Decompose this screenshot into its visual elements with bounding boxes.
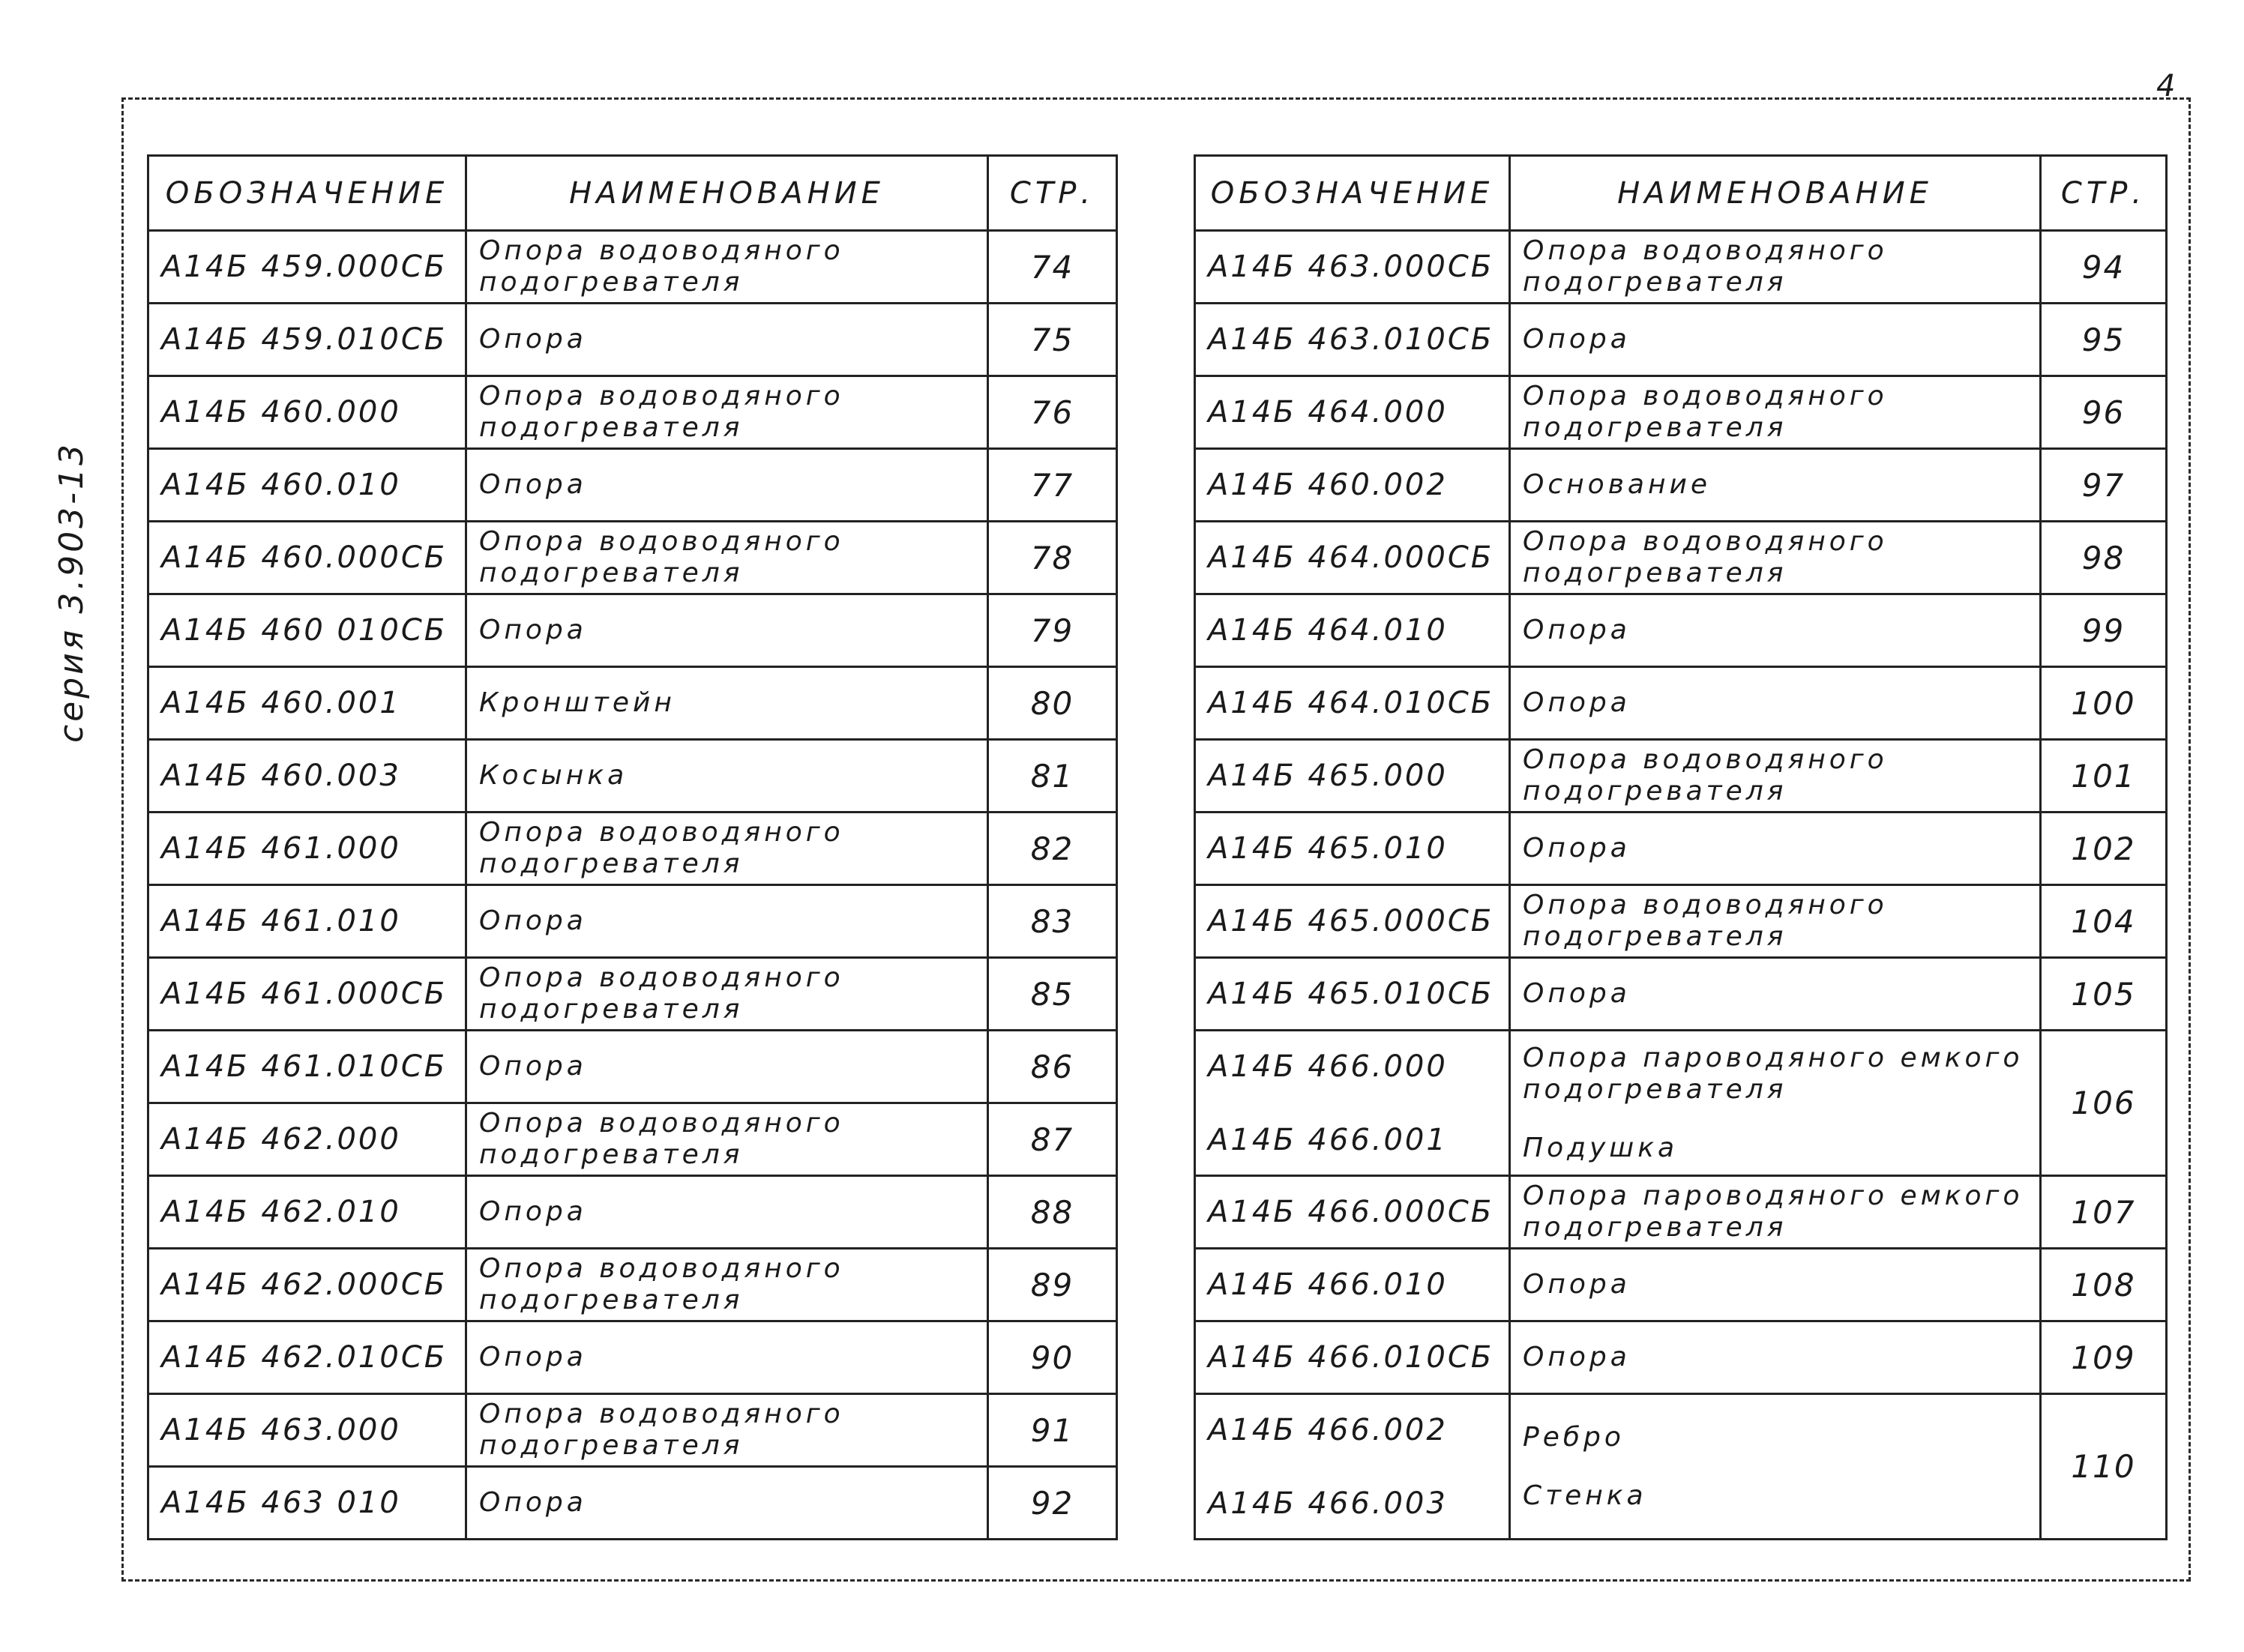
cell-name: [466, 1394, 988, 1467]
table-row: [148, 740, 1117, 813]
name-text: Опора: [1523, 978, 1631, 1009]
name-text: Основание: [1523, 469, 1712, 500]
name-text: Опора: [479, 1487, 587, 1518]
name-text: Опора пароводяного емкого подогревателя: [1523, 1181, 2024, 1243]
code-text: А14Б 466.003: [1208, 1486, 1448, 1521]
code-text: А14Б 462.000: [161, 1122, 401, 1157]
code-text: А14Б 462.010: [161, 1195, 401, 1229]
name-text: Опора: [1523, 615, 1631, 645]
header-row: [148, 156, 1117, 231]
cell-page: 102: [2041, 813, 2167, 885]
cell-code: [148, 304, 466, 376]
table-row: [1195, 304, 2167, 376]
cell-page: 76: [988, 376, 1117, 449]
cell-code: [1195, 449, 1510, 522]
cell-name: [1510, 1176, 2041, 1249]
header-name: НАИМЕНОВАНИЕ: [1510, 156, 2041, 231]
cell-page: 91: [988, 1394, 1117, 1467]
cell-page: 108: [2041, 1249, 2167, 1321]
cell-code: [148, 1467, 466, 1540]
cell-page: 79: [988, 594, 1117, 667]
table-row: [148, 813, 1117, 885]
table-row: [1195, 231, 2167, 304]
cell-page: 80: [988, 667, 1117, 740]
cell-page: 97: [2041, 449, 2167, 522]
left-index-table: [147, 154, 1118, 1540]
name-text: Опора: [479, 1196, 587, 1227]
cell-page: 87: [988, 1103, 1117, 1176]
table-row: [1195, 667, 2167, 740]
table-row: [148, 958, 1117, 1031]
cell-code: [1195, 885, 1510, 958]
cell-name: [466, 1467, 988, 1540]
cell-name: [466, 667, 988, 740]
cell-page: 98: [2041, 522, 2167, 594]
cell-page: 105: [2041, 958, 2167, 1031]
name-text: Опора водоводяного подогревателя: [479, 235, 844, 298]
cell-code: [1195, 740, 1510, 813]
cell-page: 86: [988, 1031, 1117, 1103]
code-text: А14Б 460.003: [161, 759, 401, 793]
cell-code: [148, 1394, 466, 1467]
table-row: [1195, 1249, 2167, 1321]
cell-page: 96: [2041, 376, 2167, 449]
code-text: А14Б 459.000СБ: [161, 250, 448, 284]
table-row: [1195, 740, 2167, 813]
code-text: А14Б 463 010: [161, 1486, 401, 1520]
name-text: Ребро: [1523, 1421, 1625, 1453]
name-text: Кронштейн: [479, 687, 676, 718]
code-text: А14Б 460.000СБ: [161, 540, 448, 575]
cell-code: [148, 1103, 466, 1176]
name-text: Опора: [479, 324, 587, 355]
cell-page: 75: [988, 304, 1117, 376]
table-row: [148, 1321, 1117, 1394]
cell-code: [1195, 813, 1510, 885]
table-row: [148, 1467, 1117, 1540]
cell-page: 106: [2041, 1031, 2167, 1176]
cell-code: [1195, 667, 1510, 740]
table-row: [148, 449, 1117, 522]
cell-code: [148, 813, 466, 885]
header-page: СТР.: [2041, 156, 2167, 231]
name-text: Опора водоводяного подогревателя: [479, 962, 844, 1025]
code-text: А14Б 461.010: [161, 904, 401, 938]
cell-code: [1195, 304, 1510, 376]
cell-page: 104: [2041, 885, 2167, 958]
cell-code: [148, 740, 466, 813]
cell-name: [1510, 449, 2041, 522]
cell-code: [148, 449, 466, 522]
cell-code: [1195, 376, 1510, 449]
table-row: [1195, 958, 2167, 1031]
code-text: А14Б 462.010СБ: [161, 1340, 448, 1375]
cell-name: [466, 740, 988, 813]
name-text: Опора: [479, 615, 587, 645]
cell-page: 110: [2041, 1394, 2167, 1540]
table-row: [1195, 1394, 2167, 1540]
cell-page: 89: [988, 1249, 1117, 1321]
cell-page: 109: [2041, 1321, 2167, 1394]
table-row: [148, 376, 1117, 449]
code-text: А14Б 460.000: [161, 395, 401, 429]
name-text: Стенка: [1523, 1480, 1647, 1511]
cell-code: [1195, 1249, 1510, 1321]
cell-code: [148, 231, 466, 304]
cell-code: [148, 1176, 466, 1249]
cell-page: 83: [988, 885, 1117, 958]
code-text: А14Б 465.000СБ: [1208, 904, 1494, 938]
cell-code: [1195, 1031, 1510, 1176]
cell-name: [466, 1103, 988, 1176]
header-page: СТР.: [988, 156, 1117, 231]
table-row: [148, 231, 1117, 304]
cell-code: [148, 594, 466, 667]
cell-code: [148, 1031, 466, 1103]
code-text: А14Б 466.000: [1208, 1049, 1448, 1084]
cell-name: [466, 304, 988, 376]
name-text: Опора водоводяного подогревателя: [479, 1108, 844, 1170]
cell-code: [148, 667, 466, 740]
cell-page: 100: [2041, 667, 2167, 740]
cell-name: [1510, 231, 2041, 304]
table-row: [1195, 522, 2167, 594]
cell-page: 85: [988, 958, 1117, 1031]
name-text: Опора: [1523, 324, 1631, 355]
table-row: [1195, 1031, 2167, 1176]
cell-name: [1510, 1394, 2041, 1540]
code-text: А14Б 463.010СБ: [1208, 322, 1494, 357]
cell-page: 90: [988, 1321, 1117, 1394]
cell-page: 101: [2041, 740, 2167, 813]
cell-name: [1510, 1031, 2041, 1176]
name-text: Опора: [479, 469, 587, 500]
code-text: А14Б 466.010: [1208, 1267, 1448, 1302]
code-text: А14Б 461.000СБ: [161, 977, 448, 1011]
cell-name: [1510, 1321, 2041, 1394]
cell-name: [466, 376, 988, 449]
table-row: [148, 1176, 1117, 1249]
code-text: А14Б 459.010СБ: [161, 322, 448, 357]
series-label: серия 3.903-13: [52, 441, 91, 744]
table-row: [148, 304, 1117, 376]
name-text: Опора пароводяного емкого подогревателя: [1523, 1042, 2024, 1105]
code-text: А14Б 466.002: [1208, 1412, 1448, 1447]
table-row: [148, 885, 1117, 958]
header-row: [1195, 156, 2167, 231]
code-text: А14Б 461.000: [161, 831, 401, 866]
code-text: А14Б 463.000СБ: [1208, 250, 1494, 284]
code-text: А14Б 466.000СБ: [1208, 1195, 1494, 1229]
code-text: А14Б 460.001: [161, 686, 401, 720]
code-text: А14Б 465.010: [1208, 831, 1448, 866]
header-name: НАИМЕНОВАНИЕ: [466, 156, 988, 231]
header-code: ОБОЗНАЧЕНИЕ: [148, 156, 466, 231]
name-text: Подушка: [1523, 1132, 1679, 1163]
cell-name: [466, 1249, 988, 1321]
table-row: [148, 522, 1117, 594]
table-row: [148, 594, 1117, 667]
cell-name: [1510, 740, 2041, 813]
cell-page: 78: [988, 522, 1117, 594]
cell-name: [1510, 376, 2041, 449]
cell-name: [466, 1176, 988, 1249]
header-code: ОБОЗНАЧЕНИЕ: [1195, 156, 1510, 231]
table-row: [148, 1103, 1117, 1176]
name-text: Опора водоводяного подогревателя: [1523, 235, 1888, 298]
name-text: Опора: [1523, 687, 1631, 718]
code-text: А14Б 460.002: [1208, 468, 1448, 502]
cell-page: 77: [988, 449, 1117, 522]
table-row: [148, 1249, 1117, 1321]
code-text: А14Б 464.000: [1208, 395, 1448, 429]
name-text: Опора: [479, 905, 587, 936]
cell-code: [148, 376, 466, 449]
cell-name: [1510, 885, 2041, 958]
name-text: Опора водоводяного подогревателя: [479, 381, 844, 443]
name-text: Опора водоводяного подогревателя: [1523, 381, 1888, 443]
table-row: [1195, 449, 2167, 522]
cell-name: [466, 522, 988, 594]
name-text: Опора: [1523, 833, 1631, 863]
code-text: А14Б 463.000: [161, 1413, 401, 1447]
name-text: Опора: [479, 1342, 587, 1372]
code-text: А14Б 461.010СБ: [161, 1049, 448, 1084]
name-text: Опора водоводяного подогревателя: [479, 817, 844, 879]
name-text: Опора: [1523, 1342, 1631, 1372]
cell-code: [148, 522, 466, 594]
name-text: Опора водоводяного подогревателя: [479, 1253, 844, 1315]
cell-page: 81: [988, 740, 1117, 813]
code-text: А14Б 465.010СБ: [1208, 977, 1494, 1011]
code-text: А14Б 464.010: [1208, 613, 1448, 648]
cell-page: 107: [2041, 1176, 2167, 1249]
cell-code: [1195, 522, 1510, 594]
cell-code: [1195, 1321, 1510, 1394]
cell-page: 82: [988, 813, 1117, 885]
cell-page: 99: [2041, 594, 2167, 667]
name-text: Опора водоводяного подогревателя: [1523, 744, 1888, 807]
cell-name: [1510, 958, 2041, 1031]
cell-name: [466, 231, 988, 304]
code-text: А14Б 466.010СБ: [1208, 1340, 1494, 1375]
table-row: [148, 1031, 1117, 1103]
cell-page: 74: [988, 231, 1117, 304]
table-row: [1195, 594, 2167, 667]
code-text: А14Б 460.010: [161, 468, 401, 502]
name-text: Опора водоводяного подогревателя: [1523, 526, 1888, 588]
cell-name: [1510, 594, 2041, 667]
cell-name: [1510, 667, 2041, 740]
name-text: Опора водоводяного подогревателя: [479, 526, 844, 588]
table-row: [148, 1394, 1117, 1467]
name-text: Опора водоводяного подогревателя: [1523, 890, 1888, 952]
code-text: А14Б 460 010СБ: [161, 613, 448, 648]
cell-code: [148, 958, 466, 1031]
cell-name: [466, 594, 988, 667]
right-index-table: [1194, 154, 2168, 1540]
table-row: [1195, 1176, 2167, 1249]
cell-name: [466, 1031, 988, 1103]
cell-page: 95: [2041, 304, 2167, 376]
cell-code: [148, 885, 466, 958]
code-text: А14Б 465.000: [1208, 759, 1448, 793]
cell-code: [1195, 958, 1510, 1031]
cell-name: [1510, 304, 2041, 376]
name-text: Опора: [479, 1051, 587, 1082]
page-number: 4: [2156, 69, 2177, 103]
cell-name: [466, 1321, 988, 1394]
cell-code: [148, 1321, 466, 1394]
cell-name: [466, 813, 988, 885]
name-text: Косынка: [479, 760, 628, 791]
cell-name: [1510, 522, 2041, 594]
code-text: А14Б 462.000СБ: [161, 1267, 448, 1302]
cell-page: 92: [988, 1467, 1117, 1540]
cell-name: [466, 958, 988, 1031]
cell-code: [1195, 231, 1510, 304]
name-text: Опора: [1523, 1269, 1631, 1300]
name-text: Опора водоводяного подогревателя: [479, 1399, 844, 1461]
table-row: [1195, 813, 2167, 885]
cell-code: [1195, 1176, 1510, 1249]
table-row: [148, 667, 1117, 740]
code-text: А14Б 464.010СБ: [1208, 686, 1494, 720]
table-row: [1195, 885, 2167, 958]
cell-name: [466, 885, 988, 958]
code-text: А14Б 466.001: [1208, 1122, 1448, 1157]
code-text: А14Б 464.000СБ: [1208, 540, 1494, 575]
cell-code: [1195, 1394, 1510, 1540]
cell-name: [466, 449, 988, 522]
cell-code: [1195, 594, 1510, 667]
cell-name: [1510, 1249, 2041, 1321]
cell-page: 88: [988, 1176, 1117, 1249]
table-row: [1195, 1321, 2167, 1394]
table-row: [1195, 376, 2167, 449]
cell-name: [1510, 813, 2041, 885]
cell-page: 94: [2041, 231, 2167, 304]
cell-code: [148, 1249, 466, 1321]
